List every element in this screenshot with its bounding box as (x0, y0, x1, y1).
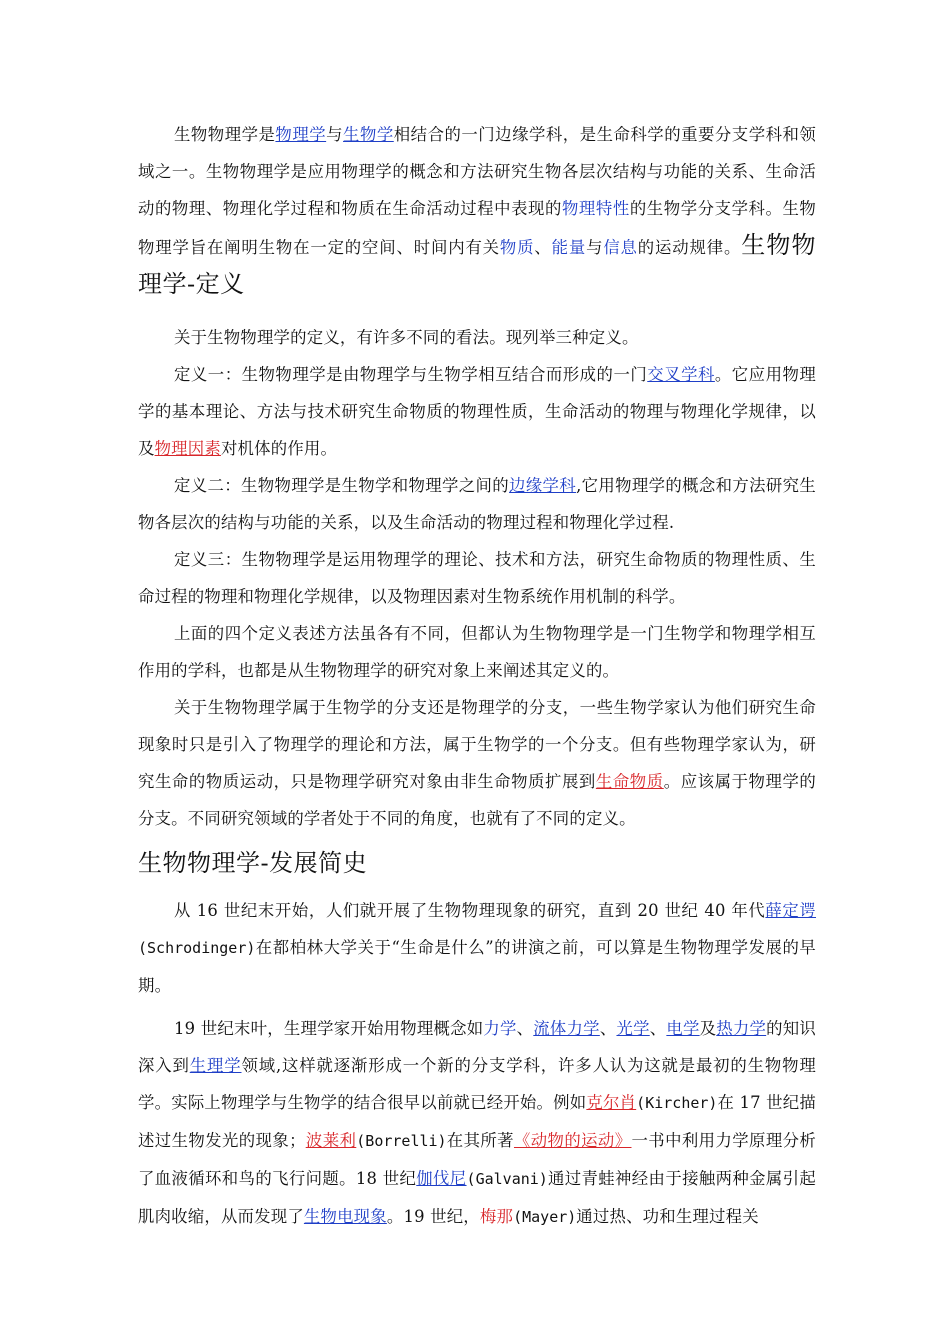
definition-one (138, 356, 816, 467)
def1-text-a: 定义一：生物物理学是由物理学与生物学相互结合而形成的一门 (174, 365, 648, 384)
link-energy[interactable]: 能量 (551, 238, 587, 257)
link-bioelectricity[interactable]: 生物电现象 (303, 1207, 387, 1226)
link-galvani[interactable]: 伽伐尼 (416, 1169, 467, 1188)
definition-three: 定义三：生物物理学是运用物理学的理论、技术和方法，研究生命物质的物理性质、生命过程的物理和物理化学规律，以及物理因素对生物系统作用机制的科学。 (138, 550, 816, 606)
hist2-text-e: 在其所著 (446, 1131, 514, 1150)
link-physical-factors[interactable]: 物理因素 (154, 439, 221, 458)
link-electricity[interactable]: 电学 (666, 1019, 700, 1038)
def1-text-b: 。它应用物理学的基本理论、方法与技术研究生命物质的物理性质，生命活动的物理与物理化学规律，以及 (138, 365, 816, 458)
document-page (138, 116, 816, 1236)
hist2-sep-3: 、 (649, 1019, 667, 1038)
intro-paragraph (138, 116, 816, 305)
link-physics[interactable]: 物理学 (275, 125, 327, 144)
link-mechanics[interactable]: 力学 (483, 1019, 517, 1038)
name-mayer-en: (Mayer) (513, 1208, 577, 1226)
history-paragraph-2 (138, 1010, 816, 1236)
link-matter[interactable]: 物质 (499, 238, 535, 257)
link-thermodynamics[interactable]: 热力学 (716, 1019, 767, 1038)
definition-two (138, 467, 816, 541)
hist1-text-b: 在都柏林大学关于“生命是什么”的讲演之前，可以算是生物物理学发展的早期。 (138, 938, 816, 995)
intro-text-1: 生物物理学是 (174, 125, 276, 144)
link-information[interactable]: 信息 (603, 238, 638, 257)
def2-text-b: ,它用物理学的概念和方法研究生物各层次的结构与功能的关系，以及生命活动的物理过程和物理化学过程. (138, 476, 816, 532)
def1-text-c: 对机体的作用。 (220, 439, 338, 458)
definition-summary: 上面的四个定义表述方法虽各有不同，但都认为生物物理学是一门生物学和物理学相互作用的学科，也都是从生物物理学的研究对象上来阐述其定义的。 (138, 624, 816, 680)
hist2-text-g: 通过青蛙神经由于接触两种金属引起肌肉收缩，从而发现了 (138, 1169, 816, 1226)
link-schrodinger[interactable]: 薛定谔 (765, 901, 816, 920)
hist2-text-h: 。19 世纪， (386, 1207, 480, 1226)
definition-intro: 关于生物物理学的定义，有许多不同的看法。现列举三种定义。 (174, 328, 639, 347)
intro-text-3: 相结合的一门边缘学科，是生命科学的重要分支学科和领域之一。生物物理学是应用物理学的概念和方法研究生物各层次结构与功能的关系、生命活动的物理、物理化学过程和物质在生命活动过程中表现的 (138, 125, 817, 218)
link-fluid-mechanics[interactable]: 流体力学 (533, 1019, 600, 1038)
link-optics[interactable]: 光学 (616, 1019, 650, 1038)
link-biology[interactable]: 生物学 (343, 125, 394, 144)
intro-text-5: 、 (534, 238, 552, 257)
link-book-animal-motion[interactable]: 《动物的运动》 (513, 1131, 632, 1150)
hist2-text-b: 的知识深入到 (138, 1019, 817, 1075)
link-interdisciplinary[interactable]: 交叉学科 (647, 365, 715, 384)
spacer (138, 305, 816, 319)
hist2-text-c: 领域,这样就逐渐形成一个新的分支学科，许多人认为这就是最初的生物物理学。实际上物理学与生物学的结合很早以前就已经开始。例如 (138, 1056, 817, 1112)
def5-text-b: 。应该属于物理学的分支。不同研究领域的学者处于不同的角度，也就有了不同的定义。 (138, 772, 816, 828)
hist2-text-i: 通过热、功和生理过程关 (576, 1207, 759, 1226)
hist2-sep-2: 、 (599, 1019, 617, 1038)
link-living-matter[interactable]: 生命物质 (595, 772, 664, 791)
intro-text-7: 的运动规律。 (637, 238, 742, 257)
def5-text-a: 关于生物物理学属于生物学的分支还是物理学的分支，一些生物学家认为他们研究生命现象时只是引入了物理学的理论和方法，属于生物学的一个分支。但有些物理学家认为，研究生命的物质运动，只是物理学研究对象由非生命物质扩展到 (138, 698, 816, 791)
hist1-text-a: 从 16 世纪末开始，人们就开展了生物物理现象的研究，直到 20 世纪 40 年代 (174, 901, 766, 920)
name-kircher-en: (Kircher) (636, 1094, 718, 1112)
link-borrelli[interactable]: 波莱利 (305, 1131, 357, 1150)
name-galvani-en: (Galvani) (466, 1170, 548, 1188)
intro-text-4: 的生物学分支学科。生物物理学旨在阐明生物在一定的空间、时间内有关 (138, 199, 816, 257)
hist2-text-d: 在 17 世纪描述过生物发光的现象； (138, 1093, 816, 1150)
hist2-text-f: 一书中利用力学原理分析了血液循环和鸟的飞行问题。18 世纪 (138, 1131, 816, 1188)
hist2-and: 及 (699, 1019, 717, 1038)
history-paragraph-1 (138, 892, 816, 1004)
link-kircher[interactable]: 克尔肖 (586, 1093, 637, 1112)
link-mayer[interactable]: 梅那 (479, 1207, 514, 1226)
link-physical-properties[interactable]: 物理特性 (561, 199, 630, 218)
name-borrelli-en: (Borrelli) (356, 1132, 447, 1150)
heading-definition: 生物物理学-定义 (138, 231, 816, 298)
hist2-sep-1: 、 (516, 1019, 534, 1038)
link-physiology[interactable]: 生理学 (189, 1056, 242, 1075)
def2-text-a: 定义二：生物物理学是生物学和物理学之间的 (174, 476, 510, 495)
hist2-text-a: 19 世纪末叶，生理学家开始用物理概念如 (174, 1019, 484, 1038)
heading-history: 生物物理学-发展简史 (138, 849, 368, 877)
intro-text-6: 与 (586, 238, 604, 257)
link-border-discipline[interactable]: 边缘学科 (509, 476, 577, 495)
hist1-name-en: (Schrodinger) (138, 939, 256, 957)
definition-branch (138, 689, 816, 837)
intro-text-2: 与 (326, 125, 344, 144)
